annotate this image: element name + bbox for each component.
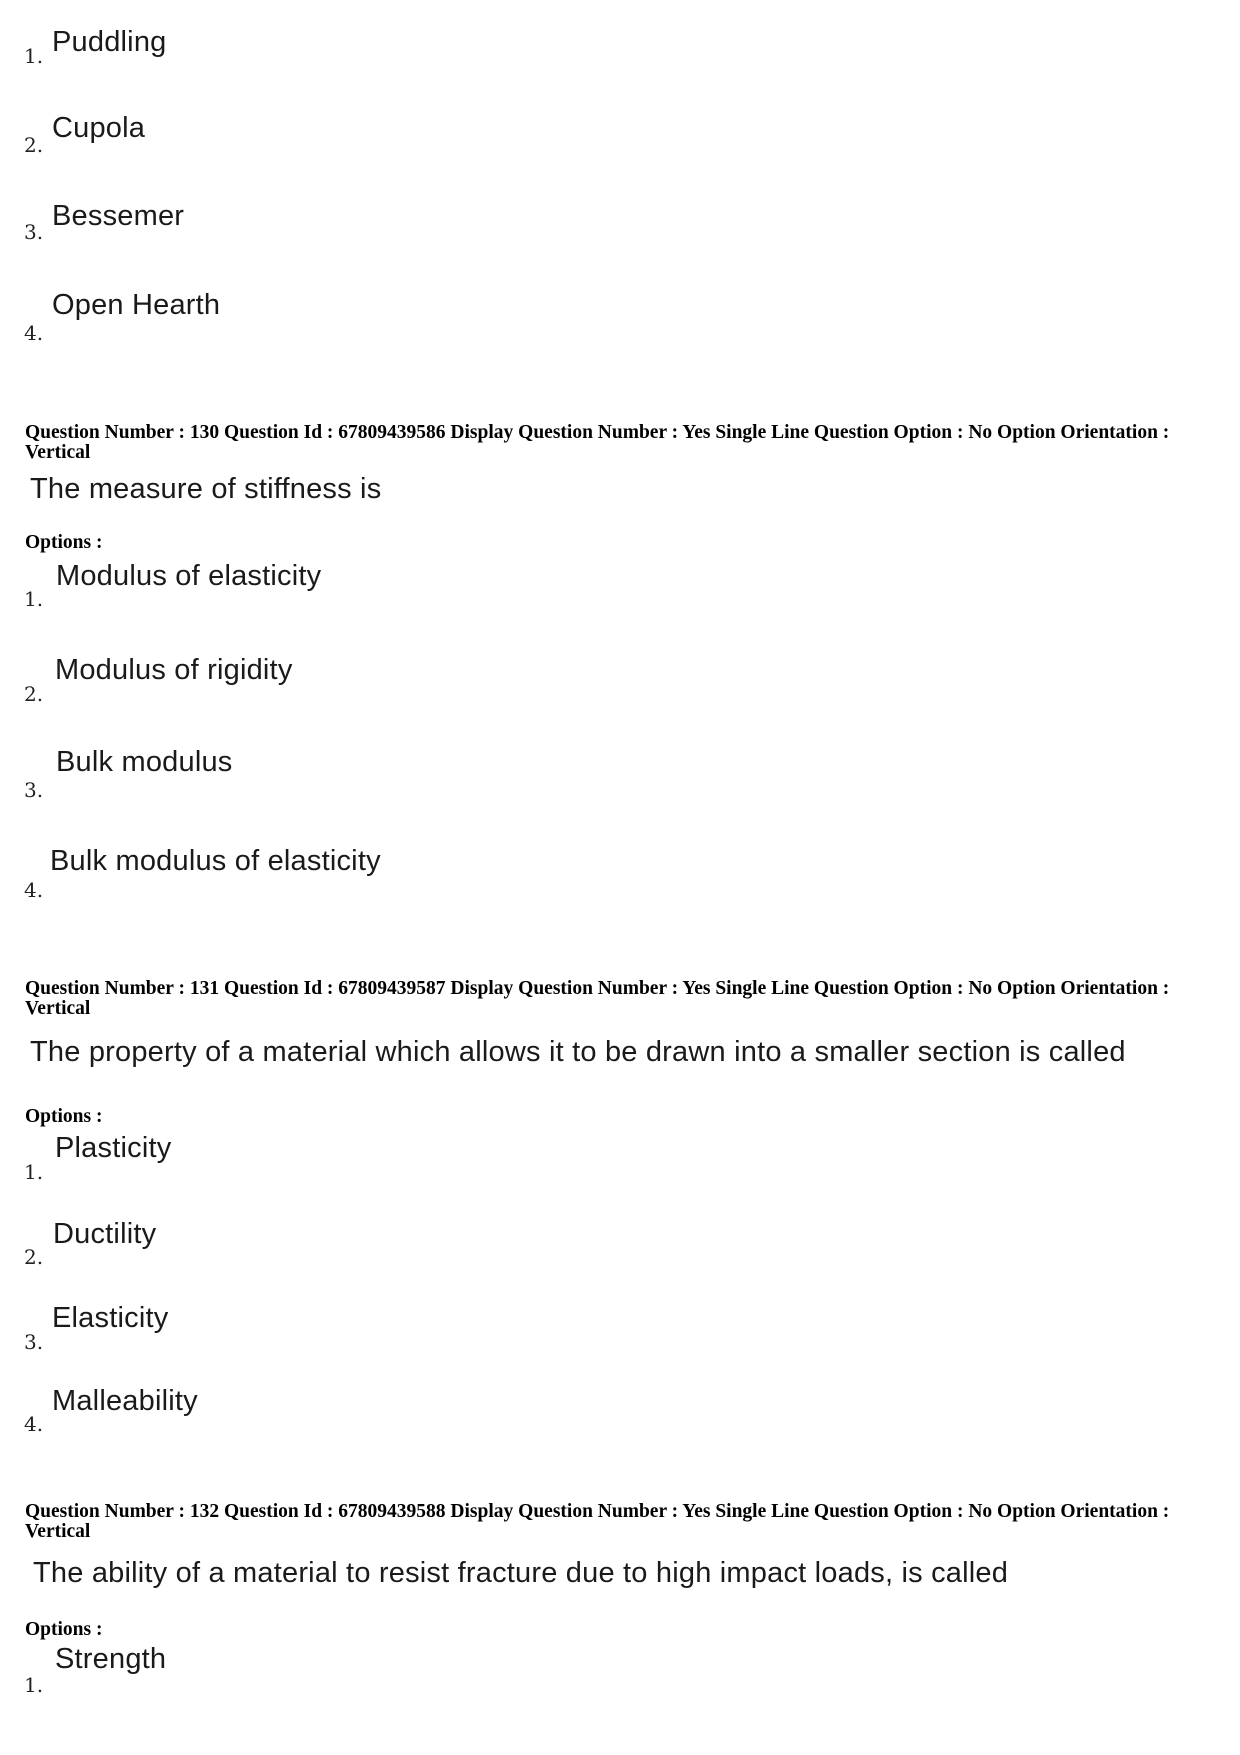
question-text: The ability of a material to resist fracture due to high impact loads, is called (33, 1557, 1009, 1589)
option-number: 2. (24, 682, 44, 706)
option-text: Plasticity (55, 1132, 172, 1164)
question-meta: Question Number : 132 Question Id : 67809439588 Display Question Number : Yes Single Line Question Option : No Option Orientation : Vertical (25, 1501, 1170, 1542)
option-text: Modulus of rigidity (55, 654, 293, 686)
option-text: Strength (55, 1643, 167, 1675)
question-text: The measure of stiffness is (30, 473, 382, 505)
option-number: 4. (24, 1412, 44, 1436)
option-text: Modulus of elasticity (56, 560, 322, 592)
question-text: The property of a material which allows it to be drawn into a smaller section is called (30, 1036, 1126, 1068)
option-number: 4. (24, 878, 44, 902)
option-text: Bulk modulus (56, 746, 233, 778)
option-number: 3. (24, 1330, 44, 1354)
option-text: Bessemer (52, 200, 185, 232)
options-label: Options : (25, 1619, 103, 1640)
option-text: Malleability (52, 1385, 198, 1417)
option-text: Ductility (53, 1218, 157, 1250)
option-number: 2. (24, 133, 44, 157)
option-text: Elasticity (52, 1302, 169, 1334)
options-label: Options : (25, 532, 103, 553)
question-meta: Question Number : 131 Question Id : 67809439587 Display Question Number : Yes Single Line Question Option : No Option Orientation : Vertical (25, 978, 1170, 1019)
option-number: 1. (24, 1160, 44, 1184)
option-number: 1. (24, 44, 44, 68)
option-text: Cupola (52, 112, 146, 144)
option-text: Open Hearth (52, 289, 221, 321)
option-number: 3. (24, 778, 44, 802)
option-text: Bulk modulus of elasticity (50, 845, 381, 877)
option-text: Puddling (52, 26, 167, 58)
option-number: 1. (24, 587, 44, 611)
question-meta: Question Number : 130 Question Id : 67809439586 Display Question Number : Yes Single Line Question Option : No Option Orientation : Vertical (25, 422, 1170, 463)
option-number: 3. (24, 220, 44, 244)
option-number: 4. (24, 321, 44, 345)
options-label: Options : (25, 1106, 103, 1127)
option-number: 2. (24, 1245, 44, 1269)
option-number: 1. (24, 1673, 44, 1697)
